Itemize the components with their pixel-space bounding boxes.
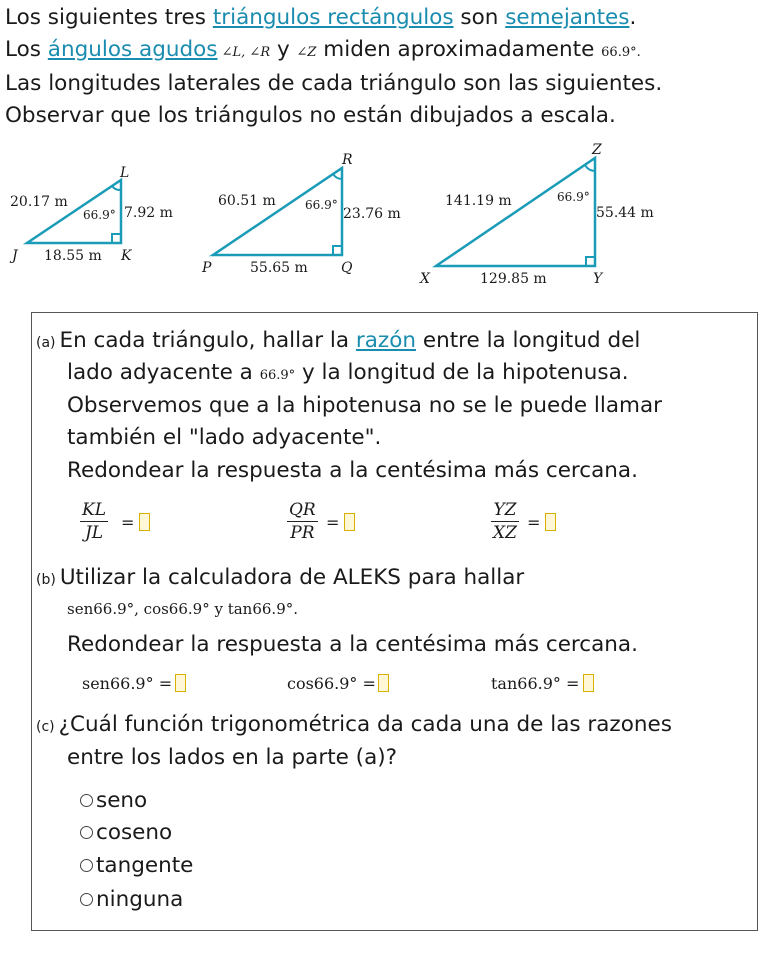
answer-box-tan[interactable] xyxy=(583,674,594,692)
triangles-figure xyxy=(0,140,764,290)
question-text: lado adyacente a xyxy=(67,360,260,385)
part-a-line-1 xyxy=(36,325,640,360)
part-a-line-5: Redondear la respuesta a la centésima más cercana. xyxy=(67,458,638,483)
fraction-denominator: PR xyxy=(290,523,315,543)
link-acute-angles[interactable]: ángulos agudos xyxy=(47,36,218,62)
ratio-yz-xz xyxy=(491,499,519,544)
intro-line-1 xyxy=(5,2,763,34)
intro-text: y xyxy=(270,36,297,62)
angle-value: 66.9° xyxy=(259,368,296,383)
answer-box-kl-jl[interactable] xyxy=(139,513,150,531)
vertical-side-length: 7.92 m xyxy=(124,205,173,221)
triangle-pqr xyxy=(201,152,401,276)
option-label: seno xyxy=(96,788,148,813)
angle-arc xyxy=(333,174,342,179)
base-length: 18.55 m xyxy=(44,248,102,264)
question-text: entre la longitud del xyxy=(416,328,641,353)
triangle-shape xyxy=(436,158,595,266)
problem-intro xyxy=(5,2,763,131)
radio-icon[interactable] xyxy=(80,893,93,906)
base-length: 129.85 m xyxy=(480,271,547,287)
fraction-numerator: YZ xyxy=(491,499,519,522)
fraction-numerator: QR xyxy=(289,500,316,520)
link-similar[interactable]: semejantes xyxy=(505,5,630,30)
vertex-label: X xyxy=(420,271,430,287)
vertex-label: J xyxy=(12,248,18,264)
radio-icon[interactable] xyxy=(80,794,93,807)
ratio-kl-jl xyxy=(80,499,108,544)
part-b-functions: sen66.9°, cos66.9° y tan66.9°. xyxy=(67,600,299,618)
intro-text: son xyxy=(453,5,506,30)
intro-line-4: Observar que los triángulos no están dibujados a escala. xyxy=(5,102,616,128)
part-b-line-1 xyxy=(36,562,524,597)
part-a-line-3: Observemos que a la hipotenusa no se le puede llamar xyxy=(67,393,662,418)
ratio-qr-pr xyxy=(287,499,318,544)
option-tangente[interactable] xyxy=(80,850,193,881)
question-text: Utilizar la calculadora de ALEKS para hallar xyxy=(59,565,525,590)
option-label: ninguna xyxy=(96,887,184,912)
part-b-label: (b) xyxy=(36,572,56,588)
angle-value: 66.9°. xyxy=(601,44,641,60)
part-c-line-1 xyxy=(36,709,672,744)
triangle-xyz xyxy=(419,142,654,287)
right-angle-mark xyxy=(586,257,595,266)
hypotenuse-length: 20.17 m xyxy=(10,194,68,210)
link-right-triangles[interactable]: triángulos rectángulos xyxy=(212,5,454,30)
intro-text: Los siguientes tres xyxy=(5,5,213,30)
part-c-line-2: entre los lados en la parte (a)? xyxy=(67,745,398,770)
triangle-jkl xyxy=(9,165,173,264)
equals-sign: = xyxy=(121,513,135,532)
vertex-label: K xyxy=(121,248,132,264)
vertical-side-length: 23.76 m xyxy=(343,206,401,222)
intro-line-2 xyxy=(5,34,763,69)
angle-label: 66.9° xyxy=(83,208,116,222)
angle-label: 66.9° xyxy=(305,198,338,212)
tan-label: tan66.9° = xyxy=(491,674,580,693)
radio-icon[interactable] xyxy=(80,826,93,839)
vertex-label: Y xyxy=(593,271,603,287)
intro-text: miden aproximadamente xyxy=(316,36,602,62)
question-text: En cada triángulo, hallar la xyxy=(59,328,356,353)
part-c-label: (c) xyxy=(36,719,55,735)
radio-icon[interactable] xyxy=(80,859,93,872)
intro-line-3: Las longitudes laterales de cada triángulo son las siguientes. xyxy=(5,71,663,96)
question-text: y la longitud de la hipotenusa. xyxy=(295,360,629,385)
fraction-denominator: XZ xyxy=(493,523,517,543)
angle-arc xyxy=(585,165,595,171)
right-angle-mark xyxy=(333,246,342,255)
option-label: coseno xyxy=(96,820,173,845)
vertex-label: P xyxy=(202,260,212,276)
question-text: ¿Cuál función trigonométrica da cada una de las razones xyxy=(58,712,672,737)
answer-box-qr-pr[interactable] xyxy=(344,513,355,531)
part-a-line-2 xyxy=(67,357,629,392)
fraction-numerator: KL xyxy=(82,500,106,520)
sen-label: sen66.9° = xyxy=(82,674,173,693)
link-ratio[interactable]: razón xyxy=(355,328,417,353)
equals-sign: = xyxy=(326,513,340,532)
angle-names: ∠L, ∠R xyxy=(217,44,271,60)
cos-label: cos66.9° = xyxy=(287,674,376,693)
part-a-line-4: también el "lado adyacente". xyxy=(67,425,382,450)
intro-text: Los xyxy=(5,36,48,62)
option-seno[interactable] xyxy=(80,785,147,816)
equals-sign: = xyxy=(527,513,541,532)
angle-label: 66.9° xyxy=(557,190,590,204)
hypotenuse-length: 60.51 m xyxy=(218,193,276,209)
base-length: 55.65 m xyxy=(250,260,308,276)
part-a-label: (a) xyxy=(36,335,56,351)
vertex-label: R xyxy=(342,152,353,168)
vertex-label: Z xyxy=(592,142,602,158)
answer-box-cos[interactable] xyxy=(378,674,389,692)
angle-names: ∠Z xyxy=(296,44,317,60)
vertex-label: L xyxy=(120,165,130,181)
angle-arc xyxy=(112,186,121,190)
hypotenuse-length: 141.19 m xyxy=(445,193,512,209)
answer-box-yz-xz[interactable] xyxy=(545,513,556,531)
vertical-side-length: 55.44 m xyxy=(596,205,654,221)
intro-text: . xyxy=(629,5,637,30)
right-angle-mark xyxy=(112,234,121,243)
option-label: tangente xyxy=(96,853,194,878)
answer-box-sen[interactable] xyxy=(175,674,186,692)
option-coseno[interactable] xyxy=(80,817,172,848)
fraction-denominator: JL xyxy=(84,523,104,543)
option-ninguna[interactable] xyxy=(80,884,183,915)
vertex-label: Q xyxy=(341,260,353,276)
part-b-line-3: Redondear la respuesta a la centésima más cercana. xyxy=(67,632,638,657)
